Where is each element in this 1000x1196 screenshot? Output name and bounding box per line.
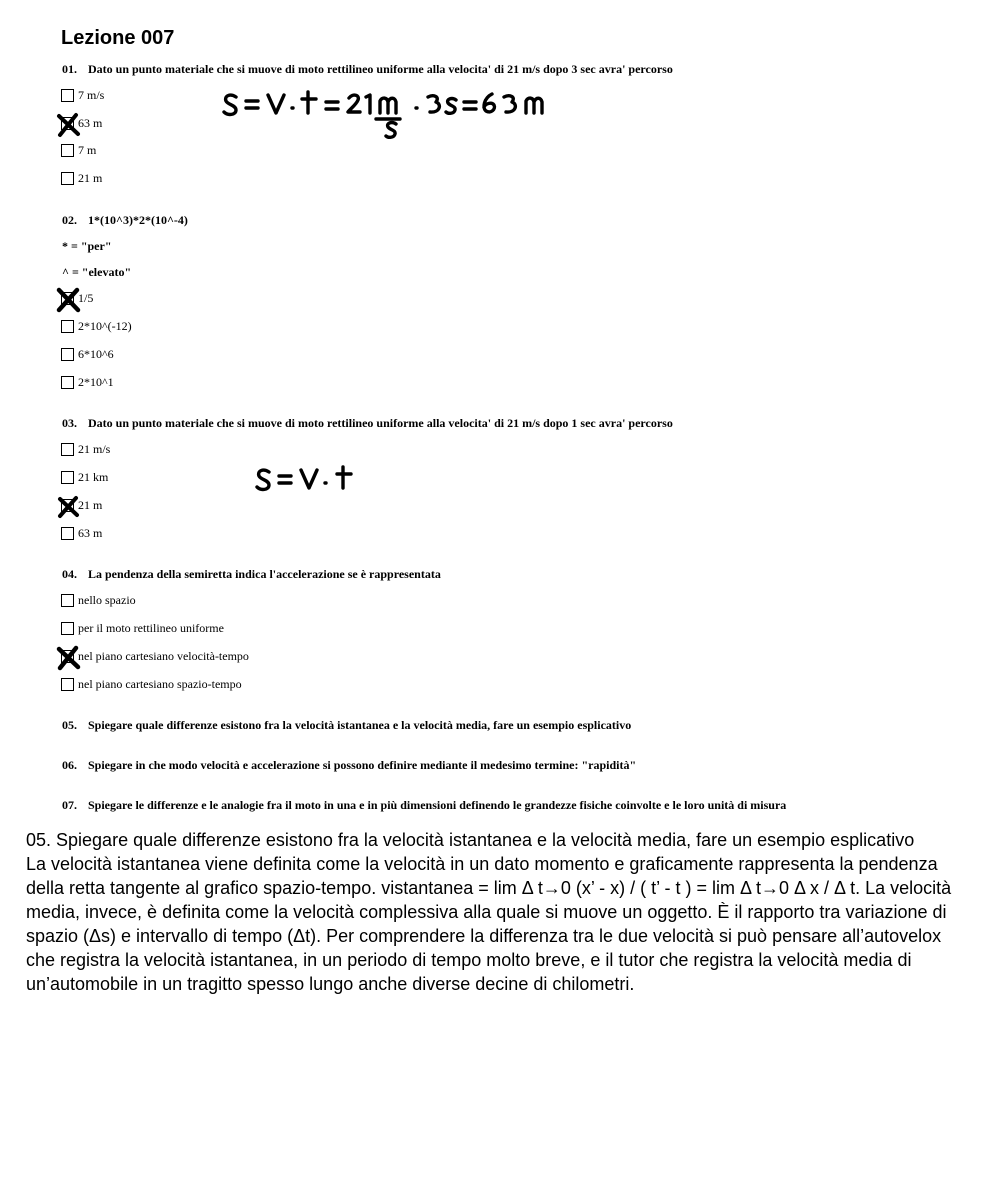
question-02 [62,212,188,228]
question-07 [62,797,786,813]
option-q03-c[interactable] [61,497,102,513]
question-text: 1*(10^3)*2*(10^-4) [88,213,188,227]
question-note: ^ = "elevato" [62,265,132,279]
question-04 [62,566,441,582]
question-text: Spiegare le differenze e le analogie fra il moto in una e in più dimensioni definendo le grandezze fisiche coinvolte e le loro unità di misura [88,798,787,812]
page-title: Lezione 007 [61,27,175,49]
option-label: 7 m [78,142,97,157]
question-number: 03. [62,416,77,430]
answer-section [26,828,974,996]
x-mark-icon [56,495,82,519]
checkbox[interactable] [61,650,74,663]
checkbox[interactable] [61,622,74,635]
option-q02-d[interactable] [61,374,114,390]
option-q03-b[interactable] [61,469,108,485]
option-q02-c[interactable] [61,346,114,362]
answer-heading: 05. Spiegare quale differenze esistono fra la velocità istantanea e la velocità media, fare un esempio esplicativo [26,830,915,850]
checkbox[interactable] [61,527,74,540]
option-q02-a[interactable] [61,290,93,306]
question-text: Dato un punto materiale che si muove di moto rettilineo uniforme alla velocita' di 21 m/s dopo 1 sec avra' percorso [88,416,673,430]
checkbox[interactable] [61,144,74,157]
option-label: 21 m [78,170,103,185]
checkbox[interactable] [61,117,74,130]
checkbox[interactable] [61,292,74,305]
question-number: 07. [62,798,77,812]
option-label: 21 km [78,469,109,484]
option-label: 21 m/s [78,441,111,456]
option-q01-d[interactable] [61,170,102,186]
option-q01-b[interactable] [61,115,102,131]
option-label: 2*10^1 [78,374,114,389]
question-text: Dato un punto materiale che si muove di moto rettilineo uniforme alla velocita' di 21 m/s dopo 3 sec avra' percorso [88,62,673,76]
option-label: 63 m [78,115,103,130]
answer-body: La velocità istantanea viene definita come la velocità in un dato momento e graficamente rappresenta la pendenza della retta tangente al grafico spazio-tempo. vistantanea = lim Δ t→0 (x’ - x) / ( t’ - t ) = lim Δ t→0 Δ x / Δ t. La velocità media, invece, è definita come la velocità complessiva alla quale si muove un oggetto. È il rapporto tra variazione di spazio (Δs) e intervallo di tempo (Δt). Per comprendere la differenza tra le due velocità si può pensare all’autovelox che registra la velocità istantanea, in un periodo di tempo molto breve, e il tutor che registra la velocità media di un’automobile in un tragitto spesso lungo anche diverse decine di chilometri. [26,854,952,994]
option-label: nel piano cartesiano velocità-tempo [78,648,249,663]
option-label: 7 m/s [78,87,105,102]
option-q04-d[interactable] [61,676,242,692]
checkbox[interactable] [61,499,74,512]
option-label: 21 m [78,497,103,512]
question-number: 06. [62,758,77,772]
option-label: 63 m [78,525,103,540]
x-mark-icon [56,646,82,670]
question-text: La pendenza della semiretta indica l'accelerazione se è rappresentata [88,567,441,581]
option-q04-b[interactable] [61,620,224,636]
checkbox[interactable] [61,471,74,484]
handwritten-formula-q03 [255,463,365,495]
checkbox[interactable] [61,443,74,456]
checkbox[interactable] [61,678,74,691]
option-q04-a[interactable] [61,592,136,608]
question-number: 02. [62,213,77,227]
checkbox[interactable] [61,172,74,185]
question-01 [62,61,673,77]
question-05 [62,717,631,733]
x-mark-icon [56,288,82,312]
option-q02-b[interactable] [61,318,132,334]
question-note: * = "per" [62,239,112,253]
option-label: nel piano cartesiano spazio-tempo [78,676,242,691]
checkbox[interactable] [61,348,74,361]
question-06 [62,757,636,773]
x-mark-icon [56,113,82,137]
option-q03-a[interactable] [61,441,110,457]
checkbox[interactable] [61,594,74,607]
checkbox[interactable] [61,89,74,102]
option-q04-c[interactable] [61,648,249,664]
option-label: 2*10^(-12) [78,318,132,333]
option-q01-a[interactable] [61,87,104,103]
handwritten-formula-q01 [222,88,582,144]
question-number: 01. [62,62,77,76]
checkbox[interactable] [61,320,74,333]
option-label: nello spazio [78,592,136,607]
option-label: per il moto rettilineo uniforme [78,620,224,635]
option-q01-c[interactable] [61,142,96,158]
option-label: 1/5 [78,290,94,305]
question-text: Spiegare in che modo velocità e accelerazione si possono definire mediante il medesimo termine: "rapidità" [88,758,637,772]
question-text: Spiegare quale differenze esistono fra la velocità istantanea e la velocità media, fare un esempio esplicativo [88,718,632,732]
question-03 [62,415,673,431]
question-number: 05. [62,718,77,732]
question-number: 04. [62,567,77,581]
option-label: 6*10^6 [78,346,114,361]
checkbox[interactable] [61,376,74,389]
option-q03-d[interactable] [61,525,102,541]
